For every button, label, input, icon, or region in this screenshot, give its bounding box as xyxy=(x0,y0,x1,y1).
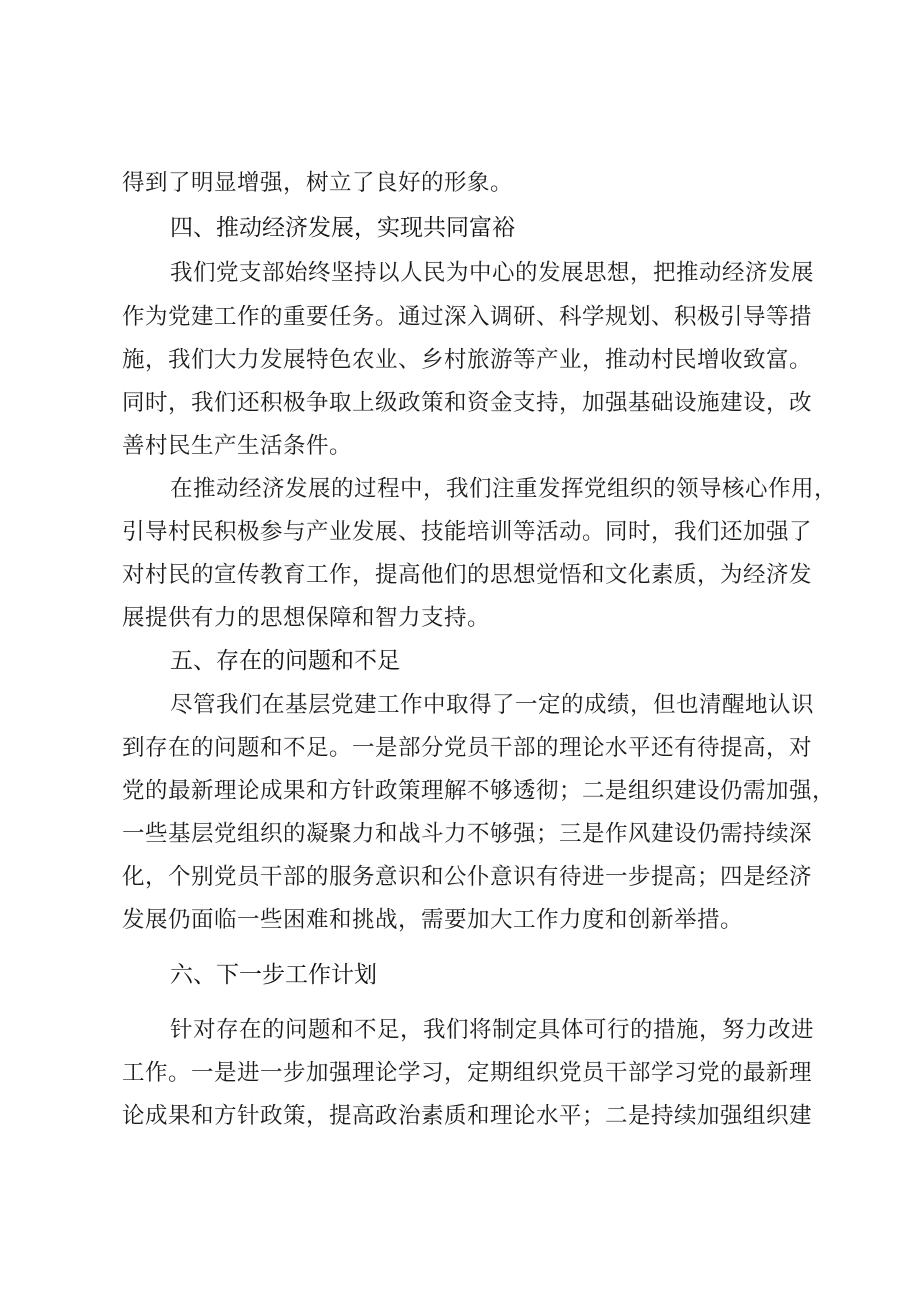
section-5-heading: 五、存在的问题和不足 xyxy=(170,648,400,674)
paragraph-line: 党的最新理论成果和方针政策理解不够透彻；二是组织建设仍需加强， xyxy=(122,778,836,804)
paragraph-line: 同时，我们还积极争取上级政策和资金支持，加强基础设施建设，改 xyxy=(122,390,813,416)
paragraph-line: 化，个别党员干部的服务意识和公仆意识有待进一步提高；四是经济 xyxy=(122,864,813,890)
paragraph-line: 对村民的宣传教育工作，提高他们的思想觉悟和文化素质，为经济发 xyxy=(122,562,813,588)
paragraph-line: 到存在的问题和不足。一是部分党员干部的理论水平还有待提高，对 xyxy=(122,735,813,761)
continuation-line: 得到了明显增强，树立了良好的形象。 xyxy=(122,170,514,196)
paragraph-line: 一些基层党组织的凝聚力和战斗力不够强；三是作风建设仍需持续深 xyxy=(122,821,813,847)
paragraph-line: 发展仍面临一些困难和挑战，需要加大工作力度和创新举措。 xyxy=(122,907,744,933)
section-6-heading: 六、下一步工作计划 xyxy=(170,962,377,988)
paragraph-line: 引导村民积极参与产业发展、技能培训等活动。同时，我们还加强了 xyxy=(122,519,813,545)
paragraph-line: 施，我们大力发展特色农业、乡村旅游等产业，推动村民增收致富。 xyxy=(122,347,813,373)
section-4-heading: 四、推动经济发展，实现共同富裕 xyxy=(170,215,515,241)
paragraph-line: 论成果和方针政策，提高政治素质和理论水平；二是持续加强组织建 xyxy=(122,1103,813,1129)
paragraph-line: 尽管我们在基层党建工作中取得了一定的成绩，但也清醒地认识 xyxy=(170,692,815,718)
paragraph-line: 作为党建工作的重要任务。通过深入调研、科学规划、积极引导等措 xyxy=(122,304,813,330)
paragraph-line: 善村民生产生活条件。 xyxy=(122,433,353,459)
paragraph-line: 工作。一是进一步加强理论学习，定期组织党员干部学习党的最新理 xyxy=(122,1060,813,1086)
paragraph-line: 针对存在的问题和不足，我们将制定具体可行的措施，努力改进 xyxy=(170,1017,815,1043)
paragraph-line: 在推动经济发展的过程中，我们注重发挥党组织的领导核心作用， xyxy=(170,476,838,502)
paragraph-line: 我们党支部始终坚持以人民为中心的发展思想，把推动经济发展 xyxy=(170,260,815,286)
paragraph-line: 展提供有力的思想保障和智力支持。 xyxy=(122,605,491,631)
